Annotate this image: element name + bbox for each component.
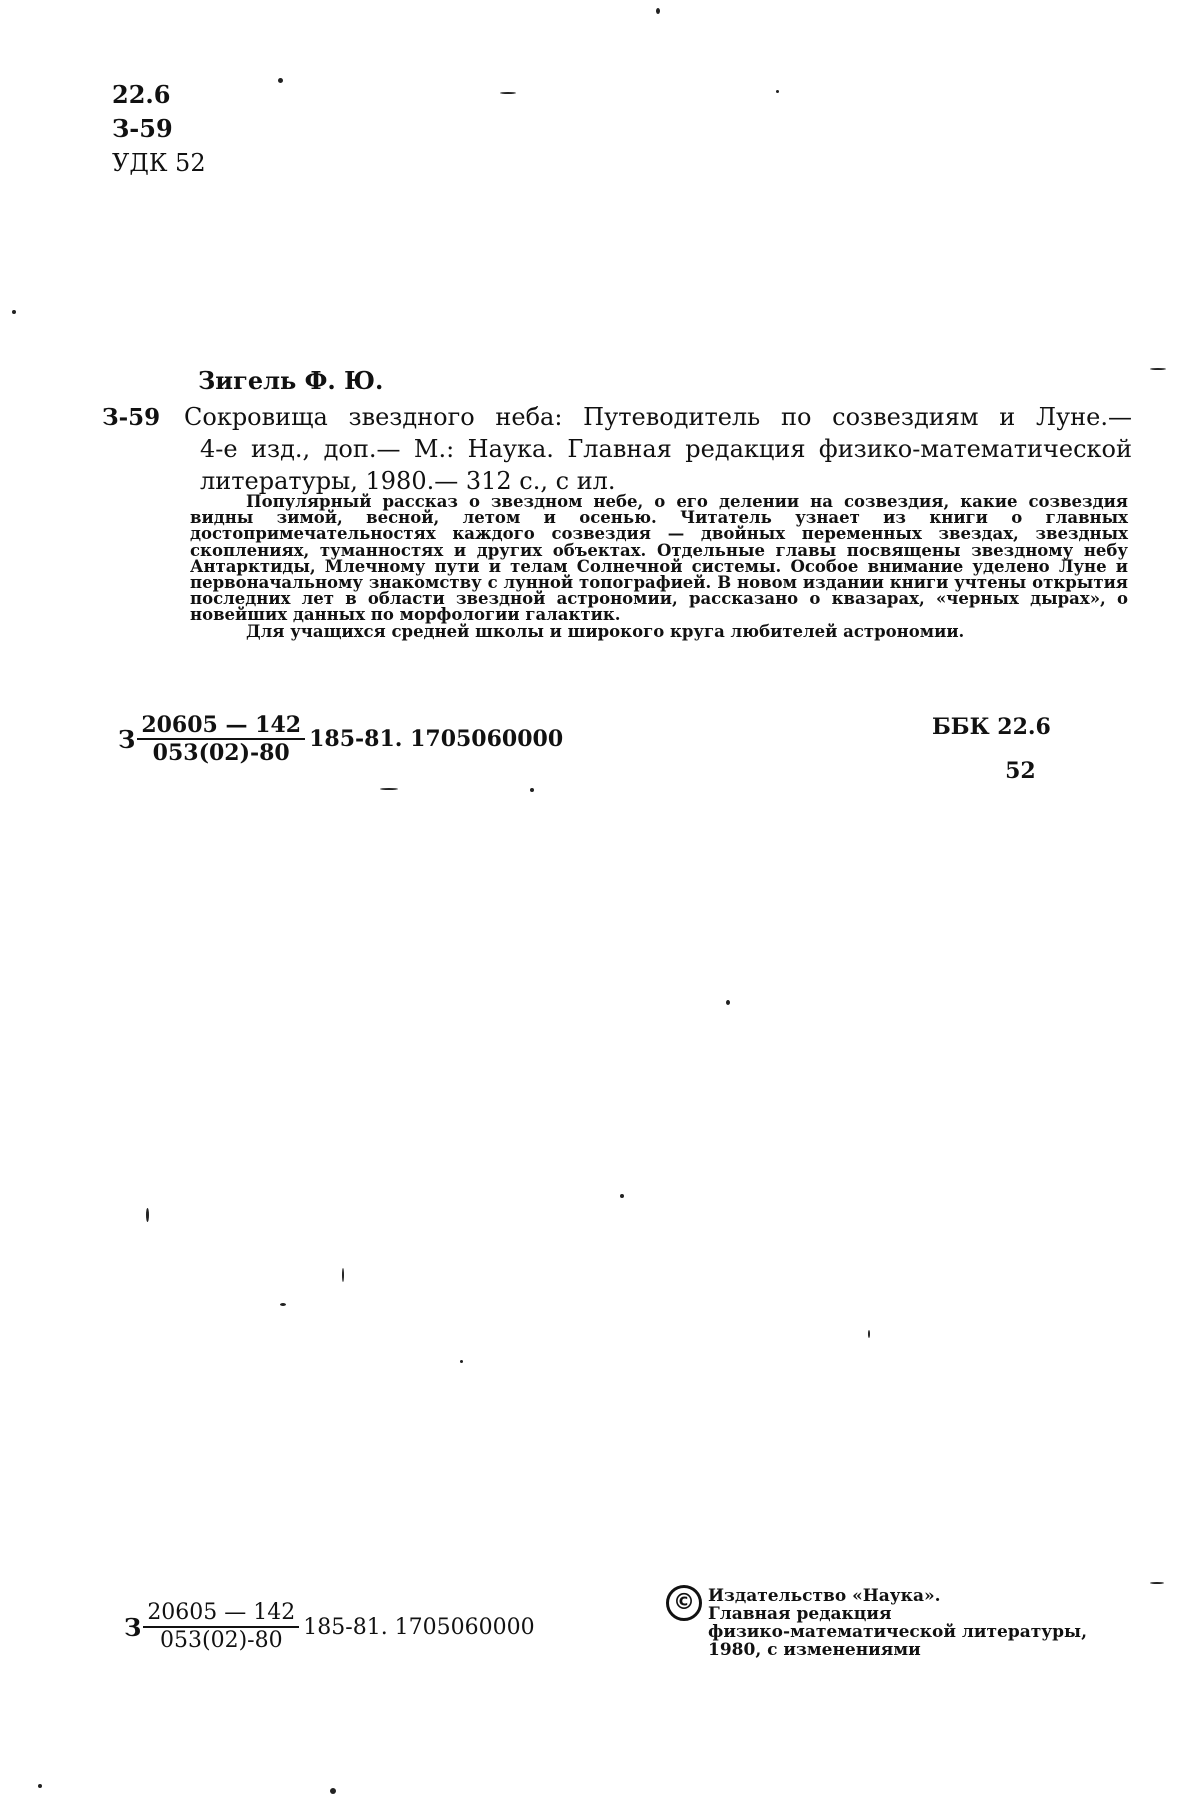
copyright-block xyxy=(666,1587,1087,1659)
catalog-tail: 185-81. 1705060000 xyxy=(303,1614,535,1640)
catalog-lead: З xyxy=(124,1612,142,1642)
catalog-lead: З xyxy=(118,724,136,754)
bbk-number: 52 xyxy=(1005,758,1036,784)
bibliographic-code: З-59 xyxy=(102,404,161,431)
catalog-fraction xyxy=(137,712,305,766)
catalog-tail: 185-81. 1705060000 xyxy=(309,726,564,752)
udc-code: УДК 52 xyxy=(112,149,206,177)
annotation-audience: Для учащихся средней школы и широкого круга любителей астрономии. xyxy=(246,621,965,641)
catalog-denominator: 053(02)-80 xyxy=(160,1628,283,1653)
copyright-lines xyxy=(708,1587,1087,1659)
catalog-fraction xyxy=(143,1600,299,1654)
editorial-office: Главная редакция xyxy=(708,1604,892,1624)
bibliographic-description xyxy=(184,401,1132,497)
copyright-icon: © xyxy=(666,1585,702,1621)
catalog-denominator: 053(02)-80 xyxy=(152,740,290,766)
annotation-paragraph: Популярный рассказ о звездном небе, о его делении на созвездия, какие созвездия видны зимой, весной, летом и осенью. Читатель узнает из книги о главных достопримечательностях каждого созвездия — двойных переменных звездах, звездных скоплениях, туманностях и других объектах. Отдельные главы посвящены звездному небу Антарктиды, Млечному пути и телам Солнечной системы. Особое внимание уделено Луне и первоначальному знакомству с лунной топографией. В новом издании книги учтены открытия последних лет в области звездной астрономии, рассказано о квазарах, «черных дырах», о новейших данных по морфологии галактик. xyxy=(190,492,1128,625)
bbk-block xyxy=(932,705,1051,793)
author-mark: З-59 xyxy=(112,114,173,143)
classification-block xyxy=(112,78,206,180)
editorial-section: физико-математической литературы, xyxy=(708,1622,1087,1642)
annotation xyxy=(190,494,1128,640)
book-title-line: Сокровища звездного неба: Путеводитель по созвездиям и Луне.— xyxy=(184,403,1132,431)
catalog-code-bottom xyxy=(124,1600,535,1654)
publisher-name: Издательство «Наука». xyxy=(708,1586,941,1606)
bbk-index: 22.6 xyxy=(112,80,171,109)
edition-imprint: 4-е изд., доп.— М.: Наука. Главная редакция физико-математической литературы, 1980.— 312 с., с ил. xyxy=(200,435,1132,495)
author-name: Зигель Ф. Ю. xyxy=(198,366,384,395)
copyright-year: 1980, с изменениями xyxy=(708,1640,921,1660)
catalog-numerator: 20605 — 142 xyxy=(143,1600,299,1628)
bbk-label: ББК 22.6 xyxy=(932,714,1051,740)
catalog-numerator: 20605 — 142 xyxy=(137,712,305,740)
catalog-code-top xyxy=(118,712,563,766)
